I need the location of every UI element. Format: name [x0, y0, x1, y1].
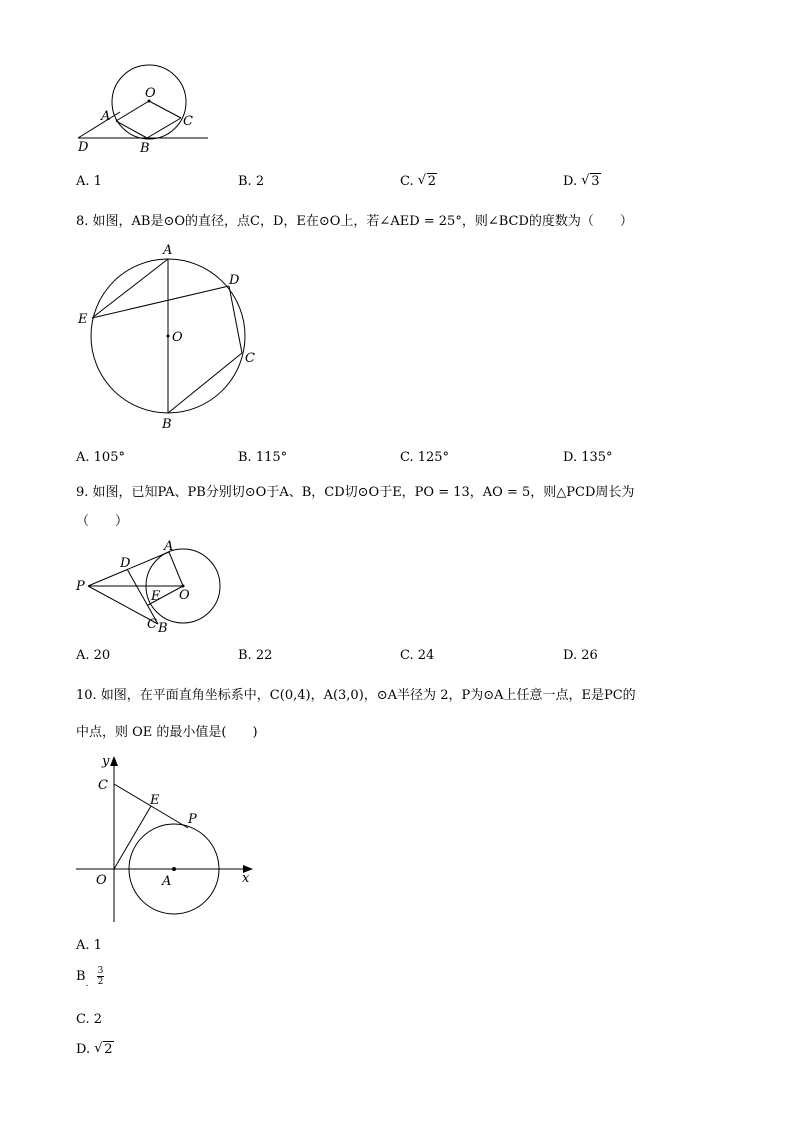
- q10-text-line2: 中点，则 OE 的最小值是( ): [76, 725, 258, 740]
- q8-option-b: B. 115°: [238, 450, 288, 465]
- fig10-label-a: A: [162, 874, 172, 889]
- q8-text: 8. 如图，AB是⊙O的直径，点C，D，E在⊙O上，若∠AED = 25°，则∠BCD的度数为（ ）: [76, 214, 633, 229]
- sqrt-symbol: [581, 174, 600, 189]
- q9-option-c: C. 24: [400, 648, 435, 663]
- q8-option-c: C. 125°: [400, 450, 450, 465]
- q9-text-line1: 9. 如图，已知PA、PB分别切⊙O于A、B，CD切⊙O于E，PO = 13，AO = 5，则△PCD周长为: [76, 485, 635, 500]
- q7-option-b: B. 2: [238, 174, 265, 189]
- q9-option-b: B. 22: [238, 648, 273, 663]
- q9-option-d: D. 26: [563, 648, 598, 663]
- q10-option-d-prefix: D.: [76, 1042, 91, 1057]
- fig9-label-c: C: [147, 617, 157, 632]
- fraction-numerator: 3: [97, 966, 104, 976]
- fig10-label-p: P: [188, 812, 197, 827]
- q7-option-d-radicand: 3: [591, 174, 600, 189]
- q7-option-a: A. 1: [76, 174, 102, 189]
- fig7-label-o: O: [145, 86, 156, 101]
- q8-option-a: A. 105°: [76, 450, 125, 465]
- fig8-label-b: B: [162, 417, 172, 432]
- sqrt-symbol: [418, 174, 437, 189]
- fig8-label-o: O: [172, 330, 183, 345]
- q10-option-b: $B_.$ $\frac{3}{2}$: [76, 966, 104, 989]
- fig9-label-a: A: [164, 539, 174, 554]
- q8-option-d: D. 135°: [563, 450, 613, 465]
- q7-option-d-prefix: D.: [563, 174, 578, 189]
- q10-option-d: [76, 1042, 114, 1057]
- fig9-label-b: B: [158, 621, 168, 636]
- fig10-label-o: O: [96, 873, 107, 888]
- fig10-label-c: C: [98, 778, 108, 793]
- fig8-label-d: D: [229, 273, 240, 288]
- q7-option-d: [563, 174, 601, 189]
- fig7-label-d: D: [78, 140, 89, 155]
- q9-text-line2: （ ）: [76, 514, 129, 529]
- q7-option-c-prefix: C.: [400, 174, 414, 189]
- fig8-label-a: A: [163, 243, 173, 258]
- q7-option-c-radicand: 2: [427, 174, 437, 189]
- fig9-label-e: E: [151, 589, 161, 604]
- q10-option-a: A. 1: [76, 938, 102, 953]
- figure-q7: [70, 60, 220, 160]
- fig10-label-y: y: [102, 754, 110, 769]
- fig9-label-p: P: [76, 579, 85, 594]
- figure-q9: [70, 535, 230, 635]
- q10-option-b-prefix: B: [76, 969, 86, 984]
- fig7-label-c: C: [183, 114, 193, 129]
- fig8-label-c: C: [245, 351, 255, 366]
- q10-option-d-radicand: 2: [104, 1042, 113, 1057]
- q10-option-c: C. 2: [76, 1012, 103, 1027]
- fig10-label-x: x: [242, 871, 250, 886]
- q9-option-a: A. 20: [76, 648, 111, 663]
- fraction-denominator: 2: [97, 977, 104, 987]
- figure-q8: [70, 240, 270, 430]
- fig9-label-d: D: [120, 556, 131, 571]
- fig7-label-a: A: [101, 109, 111, 124]
- q7-option-c: [400, 174, 437, 189]
- fig9-label-o: O: [179, 588, 190, 603]
- sqrt-symbol: [94, 1042, 113, 1057]
- q10-text-line1: 10. 如图，在平面直角坐标系中，C(0,4)，A(3,0)，⊙A半径为 2，P为⊙A上任意一点，E是PC的: [76, 688, 636, 703]
- fig7-label-b: B: [140, 141, 150, 156]
- fig10-label-e: E: [150, 793, 160, 808]
- q10-option-b-fraction: [97, 966, 105, 987]
- fig8-label-e: E: [78, 312, 88, 327]
- figure-q10: [70, 748, 260, 928]
